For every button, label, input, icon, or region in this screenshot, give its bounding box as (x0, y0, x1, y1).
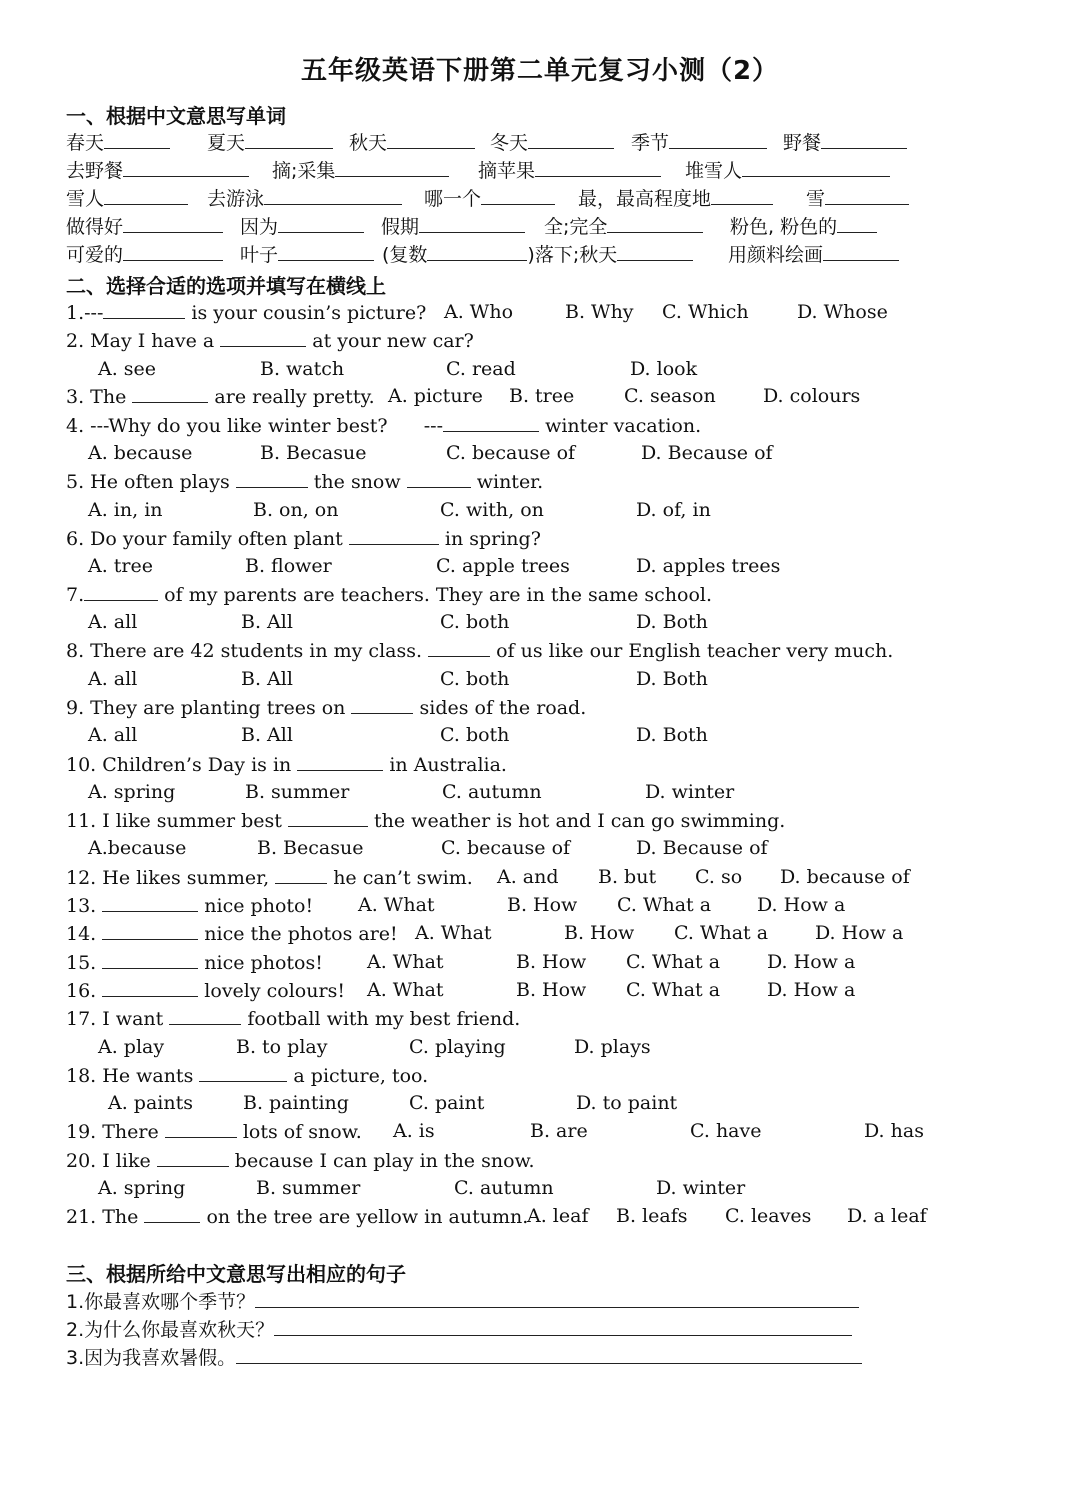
option-b[interactable]: B. on, on (253, 499, 339, 521)
option-c[interactable]: C. autumn (454, 1177, 554, 1199)
option-c[interactable]: C. What a (674, 922, 769, 944)
option-d[interactable]: D. apples trees (636, 555, 781, 577)
option-b[interactable]: B. painting (243, 1092, 349, 1114)
option-c[interactable]: C. with, on (440, 499, 544, 521)
option-c[interactable]: C. What a (626, 951, 721, 973)
question-5: 5. He often plays the snow winter. (66, 467, 543, 496)
answer-blank[interactable] (607, 212, 703, 233)
section2-heading: 二、选择合适的选项并填写在横线上 (66, 274, 386, 298)
option-d[interactable]: D. colours (763, 385, 861, 407)
option-b[interactable]: B. Why (565, 301, 634, 323)
vocab-prompt: 野餐 (783, 132, 822, 154)
option-b[interactable]: B. How (516, 951, 587, 973)
option-a[interactable]: A. Who (444, 301, 514, 323)
question-12: 12. He likes summer, he can’t swim. (66, 863, 473, 892)
option-d[interactable]: D. Both (636, 724, 708, 746)
answer-blank[interactable] (837, 212, 877, 233)
vocab-row-3 (0, 184, 1080, 212)
question-13: 13. nice photo! (66, 891, 313, 920)
option-c[interactable]: C. have (690, 1120, 762, 1142)
option-c[interactable]: C. leaves (725, 1205, 812, 1227)
option-a[interactable]: A. because (88, 442, 193, 464)
answer-blank[interactable] (288, 806, 368, 827)
answer-blank[interactable] (84, 580, 158, 601)
question-17: 17. I want football with my best friend. (66, 1004, 520, 1033)
option-d[interactable]: D. Both (636, 611, 708, 633)
option-d[interactable]: D. How a (757, 894, 846, 916)
question-8: 8. There are 42 students in my class. of us like our English teacher very much. (66, 636, 893, 665)
option-a[interactable]: A. spring (88, 781, 176, 803)
answer-blank[interactable] (165, 1117, 237, 1138)
answer-blank[interactable] (102, 948, 198, 969)
option-d[interactable]: D. winter (656, 1177, 746, 1199)
option-c[interactable]: C. paint (409, 1092, 485, 1114)
option-c[interactable]: C. What a (617, 894, 712, 916)
answer-blank[interactable] (236, 467, 308, 488)
option-a[interactable]: A. spring (98, 1177, 186, 1199)
answer-blank[interactable] (199, 1061, 287, 1082)
vocab-prompt: 做得好 (66, 216, 124, 238)
option-c[interactable]: C. because of (446, 442, 576, 464)
option-a[interactable]: A. all (88, 724, 138, 746)
question-15: 15. nice photos! (66, 948, 323, 977)
option-a[interactable]: A. What (358, 894, 435, 916)
answer-blank[interactable] (245, 128, 333, 149)
option-b[interactable]: B. but (598, 866, 657, 888)
option-b[interactable]: B. to play (236, 1036, 328, 1058)
option-c[interactable]: C. so (695, 866, 743, 888)
option-c[interactable]: C. season (624, 385, 716, 407)
answer-blank[interactable] (387, 128, 475, 149)
answer-blank[interactable] (617, 240, 693, 261)
vocab-prompt: 去游泳 (207, 188, 265, 210)
option-a[interactable]: A. and (497, 866, 559, 888)
option-d[interactable]: D. Both (636, 668, 708, 690)
option-d[interactable]: D. has (864, 1120, 924, 1142)
vocab-prompt: 粉色, 粉色的 (730, 216, 838, 238)
option-b[interactable]: B. All (241, 724, 293, 746)
vocab-row-5 (0, 240, 1080, 268)
question-10: 10. Children’s Day is in in Australia. (66, 750, 507, 779)
option-b[interactable]: B. Becasue (257, 837, 364, 859)
question-3: 3. The are really pretty. (66, 382, 375, 411)
option-a[interactable]: A. is (393, 1120, 435, 1142)
translation-item-3: 3.因为我喜欢暑假。 (66, 1343, 862, 1372)
answer-blank[interactable] (144, 1202, 200, 1223)
answer-line[interactable] (255, 1287, 859, 1308)
option-b[interactable]: B. summer (245, 781, 350, 803)
answer-blank[interactable] (407, 467, 471, 488)
vocab-prompt: 可爱的 (66, 244, 124, 266)
vocab-prompt: 叶子 (240, 244, 279, 266)
option-c[interactable]: C. apple trees (436, 555, 570, 577)
vocab-prompt: 夏天 (207, 132, 246, 154)
option-d[interactable]: D. How a (815, 922, 904, 944)
vocab-prompt: 因为 (240, 216, 279, 238)
option-a[interactable]: A. all (88, 668, 138, 690)
vocab-prompt: 假期 (381, 216, 420, 238)
option-b[interactable]: B. How (507, 894, 578, 916)
option-d[interactable]: D. How a (767, 979, 856, 1001)
answer-blank[interactable] (669, 128, 767, 149)
answer-blank[interactable] (132, 382, 208, 403)
answer-blank[interactable] (169, 1004, 241, 1025)
vocab-prompt: 雪人 (66, 188, 105, 210)
option-b[interactable]: B. summer (256, 1177, 361, 1199)
option-d[interactable]: D. look (630, 358, 698, 380)
vocab-prompt: 秋天 (349, 132, 388, 154)
answer-blank[interactable] (157, 1146, 229, 1167)
question-4: 4. ---Why do you like winter best? --- winter vacation. (66, 411, 701, 440)
page-title: 五年级英语下册第二单元复习小测（2） (300, 56, 780, 86)
option-a[interactable]: A. all (88, 611, 138, 633)
section1-heading: 一、根据中文意思写单词 (66, 104, 286, 128)
answer-blank[interactable] (419, 212, 525, 233)
answer-blank[interactable] (825, 184, 909, 205)
answer-blank[interactable] (104, 184, 188, 205)
option-c[interactable]: C. playing (409, 1036, 506, 1058)
answer-blank[interactable] (103, 298, 185, 319)
answer-line[interactable] (236, 1343, 862, 1364)
option-c[interactable]: C. read (446, 358, 516, 380)
answer-blank[interactable] (275, 863, 327, 884)
option-a[interactable]: A. What (415, 922, 492, 944)
option-d[interactable]: D. Because of (641, 442, 773, 464)
answer-blank[interactable] (823, 240, 899, 261)
option-b[interactable]: B. tree (509, 385, 575, 407)
option-a[interactable]: A. paints (108, 1092, 193, 1114)
answer-blank[interactable] (351, 693, 413, 714)
answer-blank[interactable] (711, 184, 773, 205)
answer-blank[interactable] (481, 184, 555, 205)
answer-blank[interactable] (123, 212, 223, 233)
option-a[interactable]: A. What (367, 979, 444, 1001)
answer-blank[interactable] (104, 128, 170, 149)
vocab-prompt: 去野餐 (66, 160, 124, 182)
option-a[interactable]: A. play (98, 1036, 165, 1058)
answer-blank[interactable] (264, 184, 402, 205)
vocab-prompt: 哪一个 (424, 188, 482, 210)
answer-blank[interactable] (443, 411, 539, 432)
vocab-prompt: (复数 (382, 244, 428, 266)
option-d[interactable]: D. winter (645, 781, 735, 803)
option-a[interactable]: A. picture (388, 385, 483, 407)
option-a[interactable]: A. leaf (527, 1205, 589, 1227)
vocab-prompt: 用颜料绘画 (728, 244, 824, 266)
option-b[interactable]: B. are (530, 1120, 588, 1142)
vocab-prompt: 雪 (806, 188, 826, 210)
answer-blank[interactable] (528, 128, 614, 149)
answer-blank[interactable] (102, 976, 198, 997)
question-16: 16. lovely colours! (66, 976, 345, 1005)
option-b[interactable]: B. How (564, 922, 635, 944)
vocab-row-4 (0, 212, 1080, 240)
answer-blank[interactable] (123, 156, 249, 177)
answer-blank[interactable] (742, 156, 890, 177)
answer-blank[interactable] (278, 240, 374, 261)
option-a[interactable]: A.because (88, 837, 187, 859)
answer-blank[interactable] (335, 156, 449, 177)
question-9: 9. They are planting trees on sides of the road. (66, 693, 586, 722)
option-c[interactable]: C. autumn (442, 781, 542, 803)
vocab-row-1 (0, 128, 1080, 156)
answer-blank[interactable] (821, 128, 907, 149)
answer-blank[interactable] (297, 750, 383, 771)
question-1: 1.--- is your cousin’s picture? (66, 298, 426, 327)
option-d[interactable]: D. a leaf (847, 1205, 927, 1227)
option-c[interactable]: C. both (440, 668, 510, 690)
vocab-row-2 (0, 156, 1080, 184)
question-21: 21. The on the tree are yellow in autumn. (66, 1202, 528, 1231)
option-b[interactable]: B. flower (245, 555, 332, 577)
translation-item-1: 1.你最喜欢哪个季节？ (66, 1287, 859, 1316)
answer-blank[interactable] (220, 326, 306, 347)
vocab-prompt: 摘;采集 (272, 160, 336, 182)
question-2: 2. May I have a at your new car? (66, 326, 474, 355)
vocab-prompt: 冬天 (490, 132, 529, 154)
option-b[interactable]: B. How (516, 979, 587, 1001)
vocab-prompt: 全;完全 (544, 216, 608, 238)
question-20: 20. I like because I can play in the snow. (66, 1146, 535, 1175)
answer-blank[interactable] (102, 891, 198, 912)
option-d[interactable]: D. plays (574, 1036, 651, 1058)
vocab-prompt: 最，最高程度地 (578, 188, 712, 210)
vocab-prompt: 季节 (631, 132, 670, 154)
question-14: 14. nice the photos are! (66, 919, 398, 948)
option-c[interactable]: C. both (440, 724, 510, 746)
option-c[interactable]: C. Which (662, 301, 749, 323)
question-7: 7. of my parents are teachers. They are in the same school. (66, 580, 712, 609)
answer-blank[interactable] (123, 240, 223, 261)
option-a[interactable]: A. tree (88, 555, 154, 577)
answer-blank[interactable] (278, 212, 364, 233)
option-c[interactable]: C. both (440, 611, 510, 633)
option-c[interactable]: C. because of (441, 837, 571, 859)
option-d[interactable]: D. because of (780, 866, 910, 888)
answer-blank[interactable] (428, 636, 490, 657)
vocab-prompt: 摘苹果 (478, 160, 536, 182)
vocab-prompt: 堆雪人 (685, 160, 743, 182)
option-b[interactable]: B. All (241, 668, 293, 690)
question-18: 18. He wants a picture, too. (66, 1061, 428, 1090)
option-a[interactable]: A. in, in (88, 499, 163, 521)
vocab-prompt: )落下;秋天 (527, 244, 618, 266)
option-a[interactable]: A. What (367, 951, 444, 973)
answer-line[interactable] (274, 1315, 852, 1336)
option-c[interactable]: C. What a (626, 979, 721, 1001)
answer-blank[interactable] (349, 524, 439, 545)
option-b[interactable]: B. Becasue (260, 442, 367, 464)
question-11: 11. I like summer best the weather is hot and I can go swimming. (66, 806, 785, 835)
question-6: 6. Do your family often plant in spring? (66, 524, 541, 553)
section3-heading: 三、根据所给中文意思写出相应的句子 (66, 1262, 406, 1286)
option-b[interactable]: B. leafs (616, 1205, 688, 1227)
option-d[interactable]: D. to paint (576, 1092, 678, 1114)
option-b[interactable]: B. All (241, 611, 293, 633)
option-d[interactable]: D. How a (767, 951, 856, 973)
option-d[interactable]: D. Because of (636, 837, 768, 859)
option-d[interactable]: D. Whose (797, 301, 888, 323)
question-19: 19. There lots of snow. (66, 1117, 362, 1146)
option-b[interactable]: B. watch (260, 358, 345, 380)
translation-item-2: 2.为什么你最喜欢秋天？ (66, 1315, 852, 1344)
answer-blank[interactable] (535, 156, 661, 177)
vocab-prompt: 春天 (66, 132, 105, 154)
answer-blank[interactable] (102, 919, 198, 940)
answer-blank[interactable] (427, 240, 527, 261)
option-a[interactable]: A. see (98, 358, 157, 380)
option-d[interactable]: D. of, in (636, 499, 711, 521)
